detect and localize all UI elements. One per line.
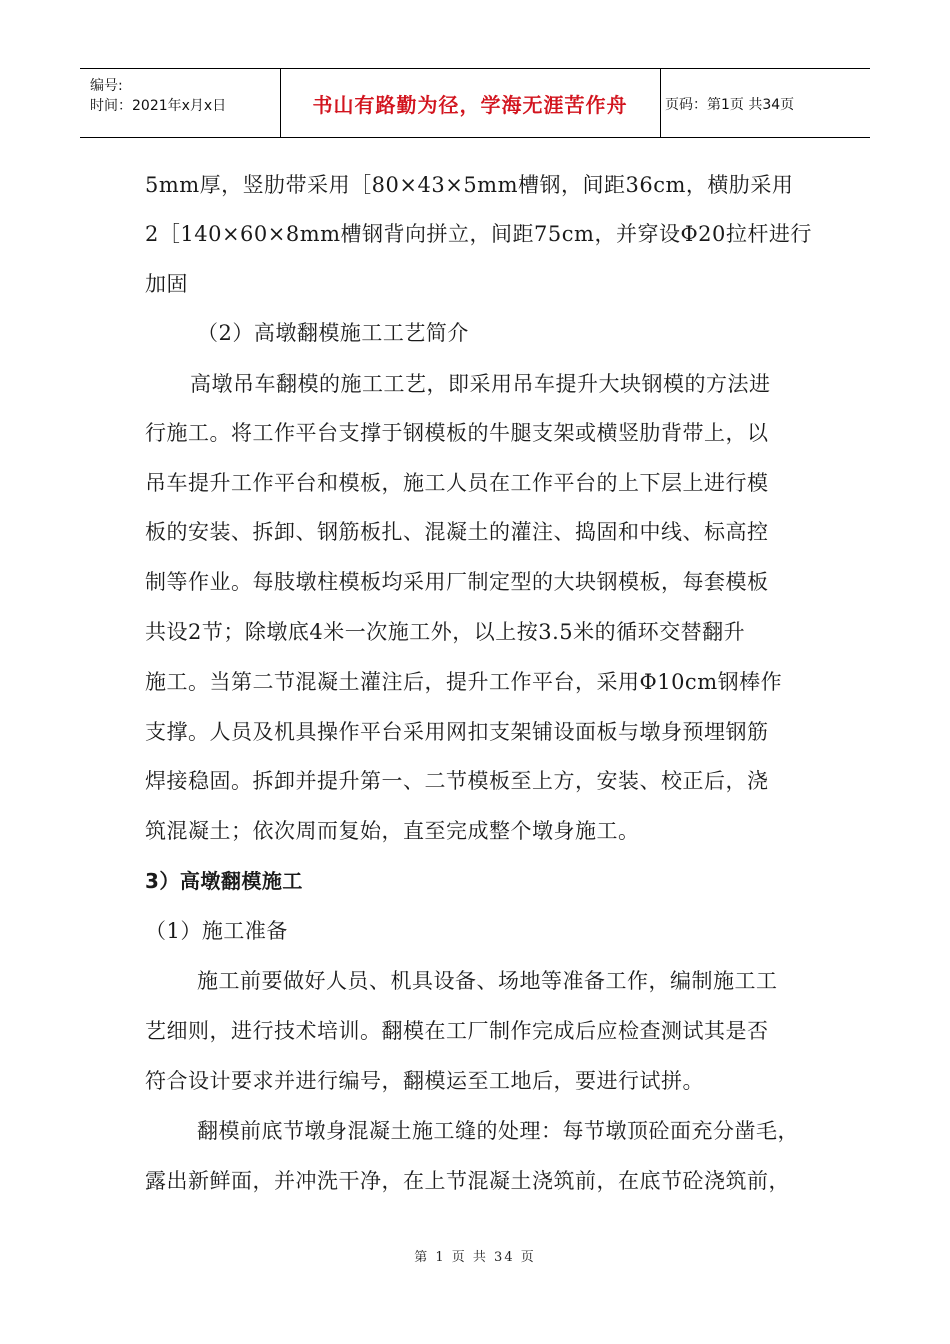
motto-text: 书山有路勤为径，学海无涯苦作舟 <box>312 93 628 117</box>
number-label: 编号: <box>90 78 123 94</box>
subheading-line: （1）施工准备 <box>145 919 288 943</box>
body-line: 符合设计要求并进行编号，翻模运至工地后，要进行试拼。 <box>145 1069 704 1093</box>
body-line: 翻模前底节墩身混凝土施工缝的处理：每节墩顶砼面充分凿毛， <box>197 1119 799 1143</box>
body-line: 支撑。人员及机具操作平台采用网扣支架铺设面板与墩身预埋钢筋 <box>145 720 769 744</box>
body-line: 高墩吊车翻模的施工工艺，即采用吊车提升大块钢模的方法进 <box>190 372 771 396</box>
time-label: 时间：2021年x月x日 <box>90 98 227 114</box>
body-line: 5mm厚，竖肋带采用［80×43×5mm槽钢，间距36cm，横肋采用 <box>145 173 794 197</box>
subheading-line: （2）高墩翻模施工工艺简介 <box>197 321 469 345</box>
body-line: 露出新鲜面，并冲洗干净，在上节混凝土浇筑前，在底节砼浇筑前， <box>145 1169 790 1193</box>
body-line: 吊车提升工作平台和模板，施工人员在工作平台的上下层上进行模 <box>145 471 769 495</box>
body-line: 施工。当第二节混凝土灌注后，提升工作平台，采用Φ10cm钢棒作 <box>145 670 783 694</box>
body-line: 筑混凝土；依次周而复始，直至完成整个墩身施工。 <box>145 819 640 843</box>
body-line: 共设2节；除墩底4米一次施工外，以上按3.5米的循环交替翻升 <box>145 620 746 644</box>
header-page-cell <box>661 69 870 137</box>
body-line: 制等作业。每肢墩柱模板均采用厂制定型的大块钢模板，每套模板 <box>145 570 769 594</box>
page-info: 页码：第1页 共34页 <box>665 97 795 113</box>
body-line: 行施工。将工作平台支撑于钢模板的牛腿支架或横竖肋背带上，以 <box>145 421 769 445</box>
section-heading: 3）高墩翻模施工 <box>145 869 303 893</box>
body-line: 加固 <box>145 272 188 296</box>
body-line: 2［140×60×8mm槽钢背向拼立，间距75cm，并穿设Φ20拉杆进行 <box>145 222 812 246</box>
body-line: 焊接稳固。拆卸并提升第一、二节模板至上方，安装、校正后，浇 <box>145 769 769 793</box>
header-motto-cell <box>280 69 661 137</box>
body-line: 施工前要做好人员、机具设备、场地等准备工作，编制施工工 <box>197 969 778 993</box>
body-line: 艺细则，进行技术培训。翻模在工厂制作完成后应检查测试其是否 <box>145 1019 769 1043</box>
body-line: 板的安装、拆卸、钢筋板扎、混凝土的灌注、捣固和中线、标高控 <box>145 520 769 544</box>
header-table <box>80 68 870 138</box>
page-footer: 第 1 页 共 34 页 <box>414 1250 536 1265</box>
header-left-cell <box>80 69 281 137</box>
